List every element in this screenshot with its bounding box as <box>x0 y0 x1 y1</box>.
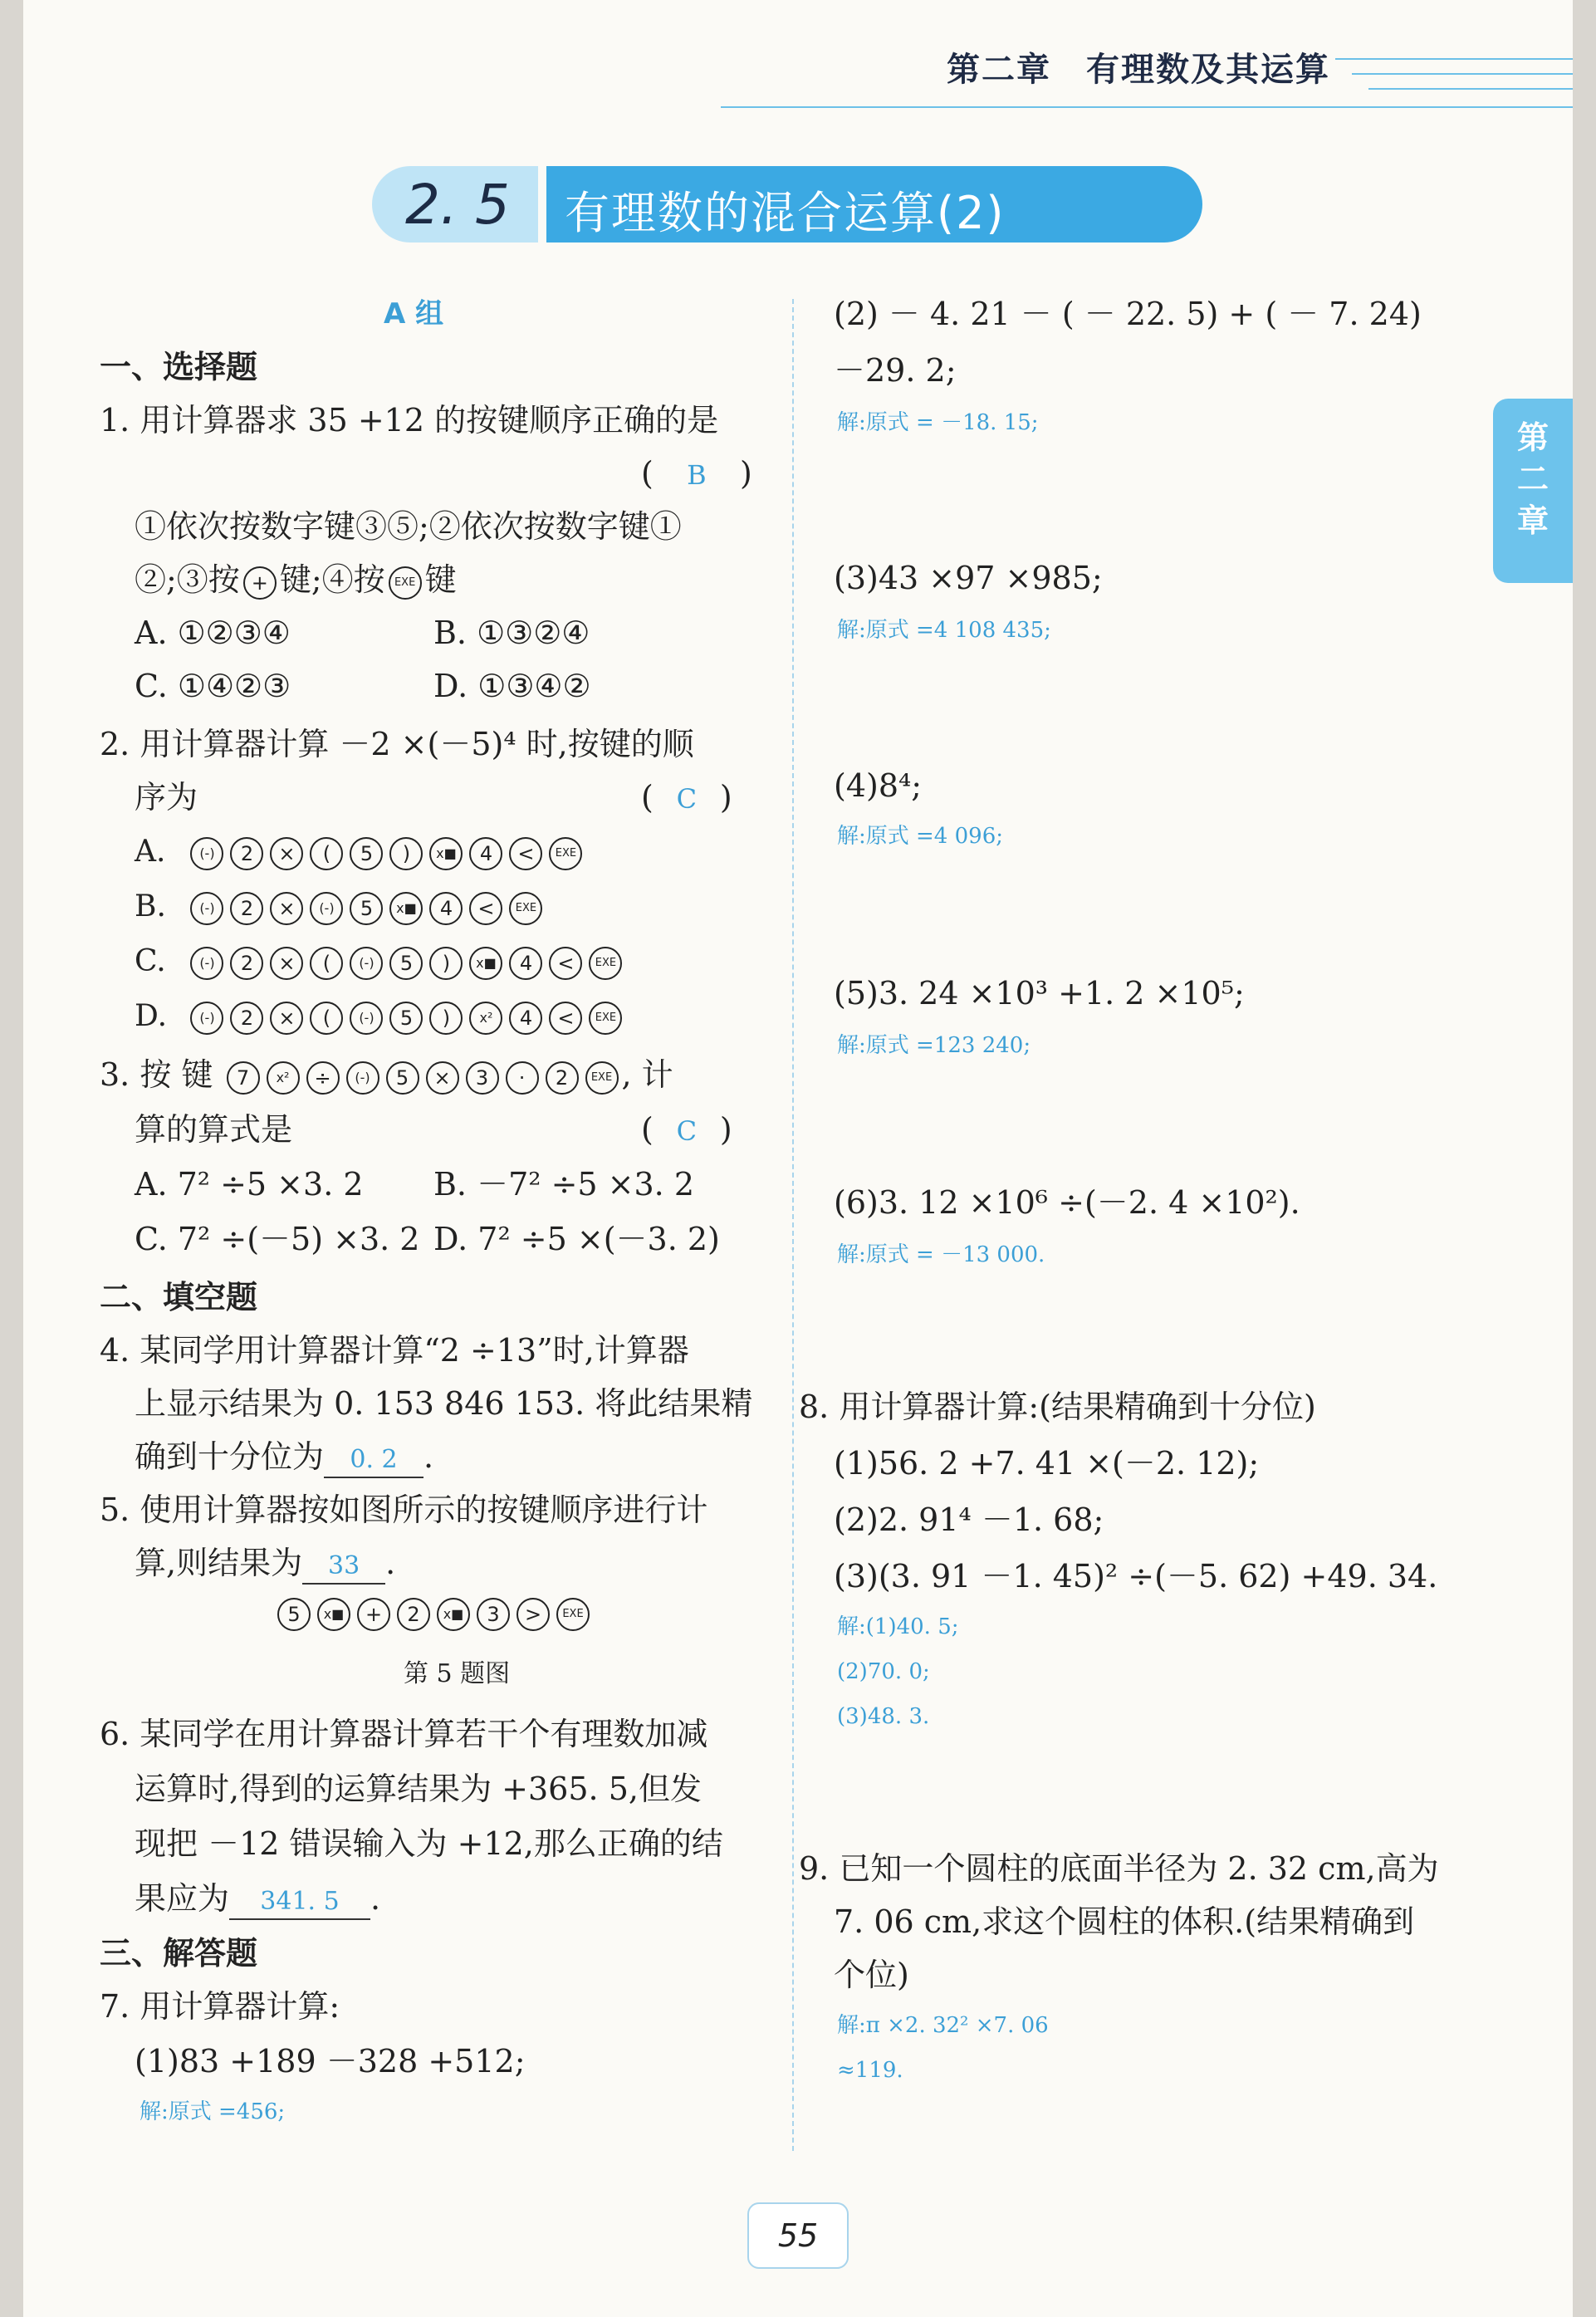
q6-answer-blank: 341. 5 <box>229 1885 370 1920</box>
q7-part2-line2: －29. 2; <box>834 352 957 389</box>
right-paren-key-icon: ) <box>429 947 463 980</box>
q1-answer-bracket <box>641 453 752 495</box>
left-paren-key-icon: ( <box>310 1002 343 1035</box>
q3-answer-bracket: ( C ) <box>641 1110 732 1151</box>
q3-stem-2: 算的算式是 <box>135 1111 293 1148</box>
plus-key-icon: + <box>357 1598 390 1631</box>
q2-option-d-label: D. <box>135 999 168 1033</box>
q8-part3: (3)(3. 91 －1. 45)² ÷(－5. 62) +49. 34. <box>834 1558 1438 1594</box>
q8-answer1: 解:(1)40. 5; <box>837 1614 959 1639</box>
title-text: 有理数的混合运算(2) <box>565 187 1006 239</box>
q9-answer1: 解:π ×2. 32² ×7. 06 <box>837 2013 1049 2038</box>
q1-option-d: D. ①③④② <box>433 668 591 704</box>
q8-answer2: (2)70. 0; <box>837 1659 930 1684</box>
q2-option-d <box>135 997 625 1036</box>
exe-key-icon: EXE <box>509 892 542 925</box>
negative-key-icon: (-) <box>190 1002 223 1035</box>
q5-line2b: . <box>385 1545 396 1581</box>
multiply-key-icon: × <box>426 1061 459 1095</box>
q7-stem: 7. 用计算器计算: <box>100 1988 340 2025</box>
q6-line4b: . <box>370 1880 381 1917</box>
exe-key-icon: EXE <box>549 837 582 870</box>
digit-key-icon: 5 <box>350 892 383 925</box>
q6-line2: 运算时,得到的运算结果为 +365. 5,但发 <box>135 1771 702 1807</box>
q7-answer2: 解:原式 = －18. 15; <box>837 410 1039 435</box>
exe-key-icon: EXE <box>556 1598 590 1631</box>
q4-line3 <box>135 1437 433 1478</box>
q1-paren-right: ) <box>740 455 752 492</box>
section-fill: 二、填空题 <box>100 1279 258 1315</box>
negative-key-icon: (-) <box>190 892 223 925</box>
q4-line1: 4. 某同学用计算器计算“2 ÷13”时,计算器 <box>100 1332 689 1369</box>
q1-line2b: 键;④按 <box>279 561 385 598</box>
chapter-side-tab <box>1493 399 1573 583</box>
exe-key-icon: EXE <box>585 1061 619 1095</box>
q3-option-a: A. 7² ÷5 ×3. 2 <box>135 1166 364 1203</box>
power-key-icon: x■ <box>389 892 423 925</box>
multiply-key-icon: × <box>270 1002 303 1035</box>
left-paren-key-icon: ( <box>310 837 343 870</box>
digit-key-icon: 5 <box>389 947 423 980</box>
q7-part4: (4)8⁴; <box>834 767 923 804</box>
q7-part2-line1: (2) － 4. 21 － ( － 22. 5) + ( － 7. 24) <box>834 296 1422 332</box>
page <box>23 0 1573 2317</box>
q7-part6: (6)3. 12 ×10⁶ ÷(－2. 4 ×10²). <box>834 1184 1300 1221</box>
header-rule-deco-1 <box>1335 58 1573 60</box>
digit-key-icon: 2 <box>230 837 263 870</box>
q7-answer6: 解:原式 = －13 000. <box>837 1242 1045 1267</box>
q1-option-c: C. ①④②③ <box>135 668 291 704</box>
left-paren-key-icon: ( <box>310 947 343 980</box>
q1-line1: ①依次按数字键③⑤;②依次按数字键① <box>135 508 682 545</box>
title-number: 2. 5 <box>405 173 510 237</box>
q1-line2c: 键 <box>424 561 457 598</box>
q6-line4a: 果应为 <box>135 1880 230 1917</box>
section-choice: 一、选择题 <box>100 349 258 385</box>
page-number: 55 <box>747 2202 849 2269</box>
q5-answer-blank: 33 <box>302 1550 385 1585</box>
digit-key-icon: 2 <box>230 947 263 980</box>
cursor-left-key-icon: < <box>549 1002 582 1035</box>
plus-key-icon: + <box>243 566 277 600</box>
q1-option-b: B. ①③②④ <box>433 615 590 651</box>
q5-line1: 5. 使用计算器按如图所示的按键顺序进行计 <box>100 1492 708 1528</box>
square-key-icon: x² <box>267 1061 300 1095</box>
group-label: A 组 <box>384 297 444 331</box>
q5-figure-caption: 第 5 题图 <box>404 1659 511 1688</box>
q8-part1: (1)56. 2 +7. 41 ×(－2. 12); <box>834 1445 1260 1482</box>
digit-key-icon: 5 <box>350 837 383 870</box>
power-key-icon: x■ <box>317 1598 350 1631</box>
q3-option-b: B. －7² ÷5 ×3. 2 <box>433 1166 695 1203</box>
q4-line3b: . <box>423 1438 434 1475</box>
q6-line1: 6. 某同学在用计算器计算若干个有理数加减 <box>100 1716 708 1752</box>
q7-part3: (3)43 ×97 ×985; <box>834 560 1103 596</box>
q4-line2: 上显示结果为 0. 153 846 153. 将此结果精 <box>135 1385 753 1422</box>
column-divider <box>792 299 794 2151</box>
header-rule-deco-2 <box>1352 73 1573 75</box>
q2-option-b <box>135 887 546 927</box>
q3-answer: C <box>676 1115 698 1147</box>
cursor-left-key-icon: < <box>469 892 502 925</box>
decimal-key-icon: · <box>506 1061 539 1095</box>
negative-key-icon: (-) <box>346 1061 379 1095</box>
q2-answer-bracket: ( C ) <box>641 777 732 819</box>
q9-line2: 7. 06 cm,求这个圆柱的体积.(结果精确到 <box>834 1903 1415 1940</box>
q9-answer2: ≈119. <box>837 2058 903 2083</box>
q2-option-c <box>135 942 625 982</box>
q2-answer: C <box>676 783 698 815</box>
digit-key-icon: 4 <box>469 837 502 870</box>
digit-key-icon: 5 <box>389 1002 423 1035</box>
divide-key-icon: ÷ <box>306 1061 340 1095</box>
cursor-right-key-icon: > <box>516 1598 550 1631</box>
q2-stem-1: 2. 用计算器计算 －2 ×(－5)⁴ 时,按键的顺 <box>100 726 694 762</box>
q4-line3a: 确到十分位为 <box>135 1438 325 1475</box>
q9-line3: 个位) <box>834 1957 909 1993</box>
q3-lead: 3. 按 键 <box>100 1056 213 1093</box>
exe-key-icon: EXE <box>389 566 422 600</box>
q2-option-a-label: A. <box>135 835 166 869</box>
negative-key-icon: (-) <box>310 892 343 925</box>
q3-stem-1 <box>100 1055 673 1095</box>
q8-stem: 8. 用计算器计算:(结果精确到十分位) <box>799 1389 1316 1425</box>
chapter-header: 第二章 有理数及其运算 <box>947 51 1330 89</box>
multiply-key-icon: × <box>270 947 303 980</box>
right-paren-key-icon: ) <box>429 1002 463 1035</box>
cursor-left-key-icon: < <box>509 837 542 870</box>
digit-key-icon: 3 <box>466 1061 499 1095</box>
negative-key-icon: (-) <box>350 947 383 980</box>
header-rule <box>721 106 1573 108</box>
digit-key-icon: 4 <box>509 947 542 980</box>
negative-key-icon: (-) <box>350 1002 383 1035</box>
power-key-icon: x■ <box>429 837 463 870</box>
q5-line2 <box>135 1543 395 1585</box>
q6-line4 <box>135 1879 380 1920</box>
digit-key-icon: 4 <box>429 892 463 925</box>
digit-key-icon: 3 <box>477 1598 510 1631</box>
q8-answer3: (3)48. 3. <box>837 1704 930 1729</box>
multiply-key-icon: × <box>270 892 303 925</box>
q2-option-a <box>135 832 585 872</box>
q1-paren-left: ( <box>641 455 654 492</box>
multiply-key-icon: × <box>270 837 303 870</box>
digit-key-icon: 4 <box>509 1002 542 1035</box>
digit-key-icon: 2 <box>546 1061 579 1095</box>
header-rule-deco-3 <box>1368 88 1573 90</box>
q2-option-c-label: C. <box>135 944 166 978</box>
digit-key-icon: 7 <box>227 1061 260 1095</box>
q7-answer4: 解:原式 =4 096; <box>837 824 1004 849</box>
q1-answer: B <box>687 459 707 491</box>
negative-key-icon: (-) <box>190 947 223 980</box>
q3-tail: , 计 <box>621 1056 673 1093</box>
q8-part2: (2)2. 91⁴ －1. 68; <box>834 1501 1104 1538</box>
q9-line1: 9. 已知一个圆柱的底面半径为 2. 32 cm,高为 <box>799 1850 1439 1887</box>
q4-answer-blank: 0. 2 <box>324 1443 423 1478</box>
q5-line2a: 算,则结果为 <box>135 1545 303 1581</box>
q7-part1: (1)83 +189 －328 +512; <box>135 2043 526 2079</box>
q1-option-a: A. ①②③④ <box>135 615 291 651</box>
q1-stem: 1. 用计算器求 35 +12 的按键顺序正确的是 <box>100 402 719 438</box>
digit-key-icon: 2 <box>230 892 263 925</box>
q6-line3: 现把 －12 错误输入为 +12,那么正确的结 <box>135 1825 723 1862</box>
digit-key-icon: 5 <box>386 1061 419 1095</box>
q5-key-sequence <box>274 1593 593 1633</box>
q7-answer1: 解:原式 =456; <box>140 2099 286 2124</box>
q3-option-c: C. 7² ÷(－5) ×3. 2 <box>135 1221 420 1257</box>
digit-key-icon: 5 <box>277 1598 311 1631</box>
section-title <box>372 166 1202 242</box>
exe-key-icon: EXE <box>589 1002 622 1035</box>
power-key-icon: x■ <box>437 1598 470 1631</box>
power-key-icon: x■ <box>469 947 502 980</box>
q2-stem-2: 序为 <box>135 779 198 816</box>
q1-line2a: ②;③按 <box>135 561 240 598</box>
q3-option-d: D. 7² ÷5 ×(－3. 2) <box>433 1221 720 1257</box>
square-key-icon: x² <box>469 1002 502 1035</box>
exe-key-icon: EXE <box>589 947 622 980</box>
q2-option-b-label: B. <box>135 889 166 923</box>
q7-part5: (5)3. 24 ×10³ +1. 2 ×10⁵; <box>834 975 1245 1012</box>
digit-key-icon: 2 <box>397 1598 430 1631</box>
digit-key-icon: 2 <box>230 1002 263 1035</box>
side-tab-label: 第二章 <box>1516 419 1549 539</box>
right-paren-key-icon: ) <box>389 837 423 870</box>
section-solve: 三、解答题 <box>100 1935 258 1972</box>
q7-answer3: 解:原式 =4 108 435; <box>837 618 1051 643</box>
cursor-left-key-icon: < <box>549 947 582 980</box>
q1-line2 <box>135 560 457 600</box>
q7-answer5: 解:原式 =123 240; <box>837 1033 1031 1058</box>
negative-key-icon: (-) <box>190 837 223 870</box>
